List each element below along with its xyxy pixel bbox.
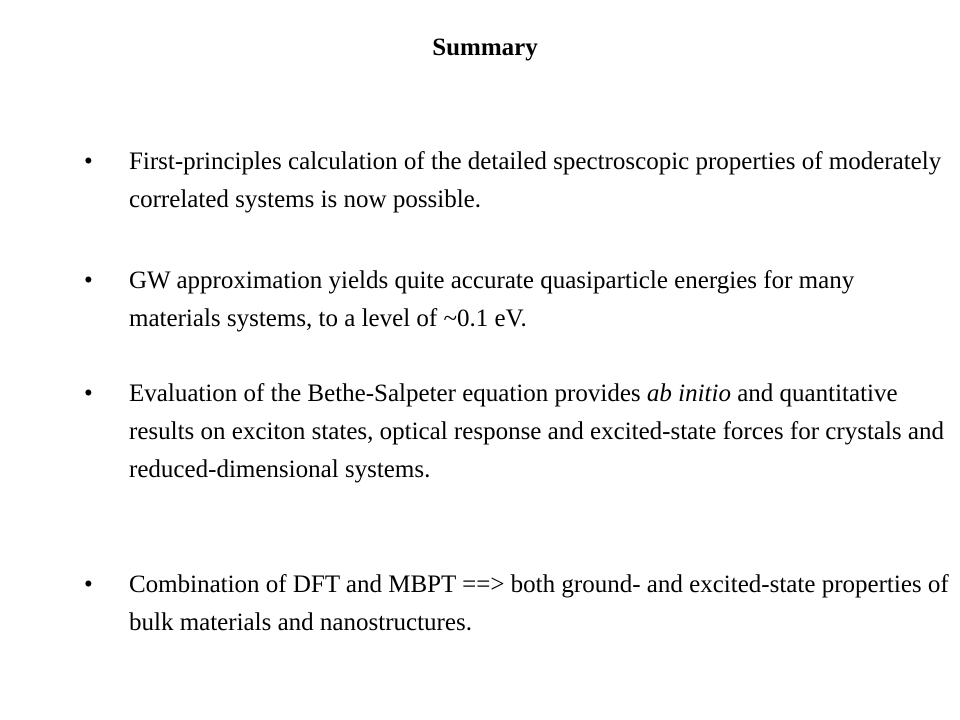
bullet-marker: • [84, 380, 93, 407]
bullet-text-segment: Evaluation of the Bethe-Salpeter equation provides [129, 380, 647, 407]
bullet-text: Combination of DFT and MBPT ==> both ground- and excited-state properties of bulk materials and nanostructures. [129, 571, 949, 636]
page-title: Summary [432, 34, 538, 61]
bullet-marker: • [84, 148, 93, 175]
bullet-text [129, 375, 949, 489]
bullet-text-segment: and quantitative results on exciton states, optical response and excited-state forces for crystals and reduced-dimensional systems. [129, 380, 945, 483]
bullet-text: GW approximation yields quite accurate quasiparticle energies for many materials systems, to a level of ~0.1 eV. [129, 267, 855, 332]
italic-term: ab initio [646, 380, 731, 407]
bullet-text: First-principles calculation of the detailed spectroscopic properties of moderately correlated systems is now possible. [129, 148, 942, 213]
bullet-marker: • [84, 571, 93, 598]
bullet-marker: • [84, 267, 93, 294]
